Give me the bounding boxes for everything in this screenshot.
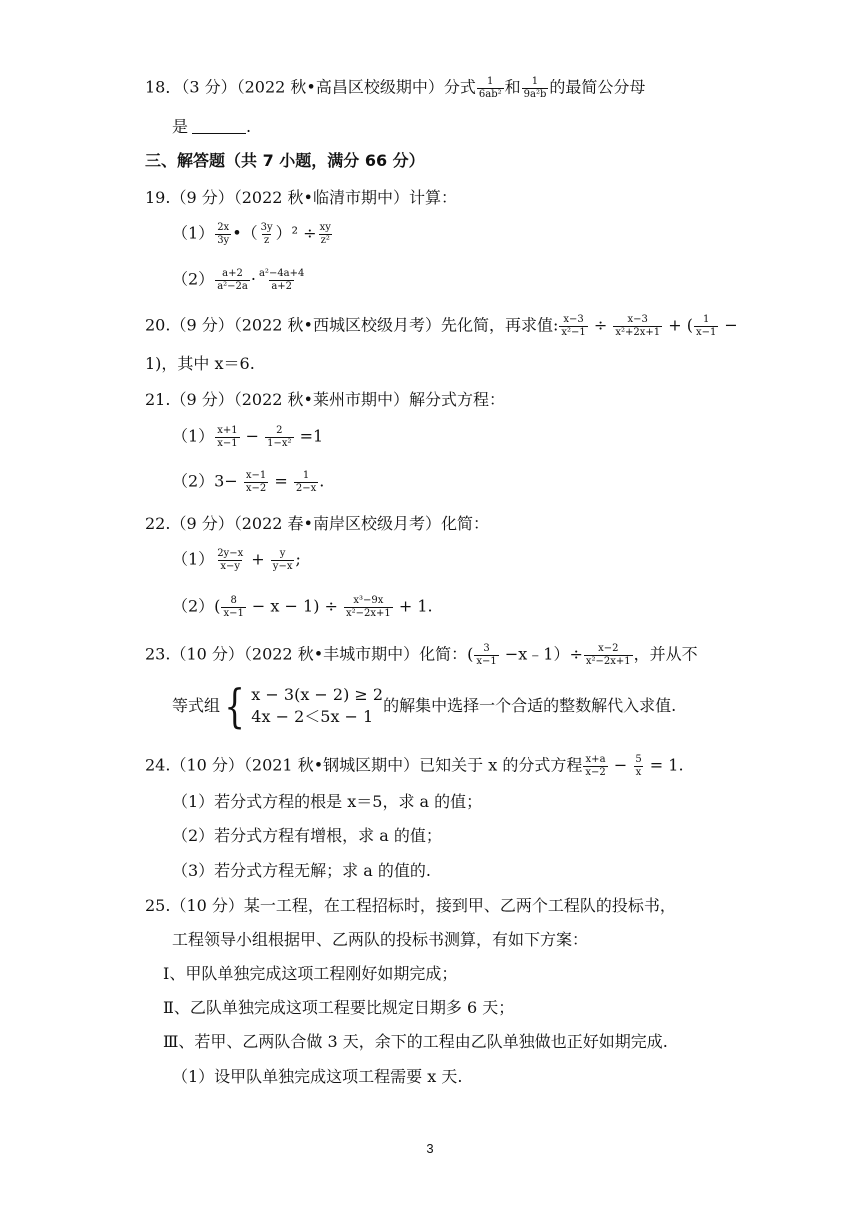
q25-option3: Ⅲ、若甲、乙两队合做 3 天，余下的工程由乙队单独做也正好如期完成.	[163, 1032, 668, 1051]
q20-line1: 20.（9 分）（2022 秋•西城区校级月考）先化简，再求值: $\frac{x-3}{\text{x²−1}}$ ÷ $\frac{x-3}{\text{x²+2x+1}}$ + ( $\frac{1}{x-1}$ −	[145, 314, 738, 338]
q19-head: 19.（9 分）（2022 秋•临清市期中）计算：	[145, 188, 457, 207]
q18-line1: 18．（3 分）（2022 秋•高昌区校级期中）分式 $\frac{1}{\text{6ab²}}$ 和 $\frac{1}{\text{9a²b}}$ 的最简公分母	[145, 76, 646, 100]
q21-head: 21.（9 分）（2022 秋•莱州市期中）解分式方程：	[145, 390, 505, 409]
q19-part1: （1） $\frac{2x}{3y}$ •（ $\frac{3y}{z}$ ）² ÷ $\frac{xy}{\text{z²}}$	[172, 222, 331, 246]
page-number: 3	[426, 1141, 434, 1156]
q25-part1: （1）设甲队单独完成这项工程需要 x 天.	[172, 1067, 463, 1086]
q23-line1: 23.（10 分）（2022 秋•丰城市期中）化简：( $\frac{3}{x-1}$ −x﹣1）÷ $\frac{x-2}{\text{x²−2x+1}}$ ，并从不	[145, 643, 698, 667]
q22-part2: （2）( $\frac{8}{x-1}$ − x − 1) ÷ $\frac{\text{x³−9x}}{\text{x²−2x+1}}$ + 1.	[172, 595, 433, 619]
q21-part1: （1） $\frac{x+1}{x-1}$ − $\frac{2}{\text{1−x²}}$ =1	[172, 425, 324, 449]
section-heading: 三、解答题（共 7 小题，满分 66 分）	[145, 151, 425, 170]
q18-frac2: $\frac{1}{\text{9a²b}}$	[523, 76, 547, 100]
q24-head: 24.（10 分）（2021 秋•钢城区期中）已知关于 x 的分式方程 $\frac{x+a}{x-2}$ − $\frac{5}{x}$ = 1.	[145, 754, 684, 778]
q22-head: 22.（9 分）（2022 春•南岸区校级月考）化简：	[145, 514, 489, 533]
q25-option2: Ⅱ、乙队单独完成这项工程要比规定日期多 6 天；	[163, 998, 515, 1017]
q24-part1: （1）若分式方程的根是 x＝5，求 a 的值；	[172, 792, 483, 811]
q19-part2: （2） $\frac{a+2}{\text{a²−2a}}$ · $\frac{\text{a²−4a+4}}{a+2}$	[172, 268, 305, 292]
answer-blank[interactable]	[192, 119, 246, 134]
q23-line2: 等式组 { x − 3(x − 2) ≥ 2 4x − 2＜5x − 1 的解集中选择一个合适的整数解代入求值.	[172, 679, 677, 733]
q21-part2: （2）3− $\frac{x-1}{x-2}$ = $\frac{1}{2-x}$ .	[172, 470, 325, 494]
q25-head: 25.（10 分）某一工程，在工程招标时，接到甲、乙两个工程队的投标书，	[145, 896, 676, 915]
q22-part1: （1） $\frac{2y-x}{x-y}$ + $\frac{y}{y-x}$ ;	[172, 548, 301, 572]
q18-line2: 是 .	[172, 117, 252, 136]
q24-part2: （2）若分式方程有增根，求 a 的值；	[172, 826, 442, 845]
q25-line2: 工程领导小组根据甲、乙两队的投标书测算，有如下方案：	[172, 930, 589, 949]
q25-option1: Ⅰ、甲队单独完成这项工程刚好如期完成；	[163, 964, 458, 983]
inequality-system: { x − 3(x − 2) ≥ 2 4x − 2＜5x − 1	[224, 679, 384, 733]
q20-line2: 1)，其中 x＝6.	[145, 354, 255, 373]
q24-part3: （3）若分式方程无解；求 a 的值的.	[172, 861, 431, 880]
q18-frac1: $\frac{1}{\text{6ab²}}$	[478, 76, 502, 100]
